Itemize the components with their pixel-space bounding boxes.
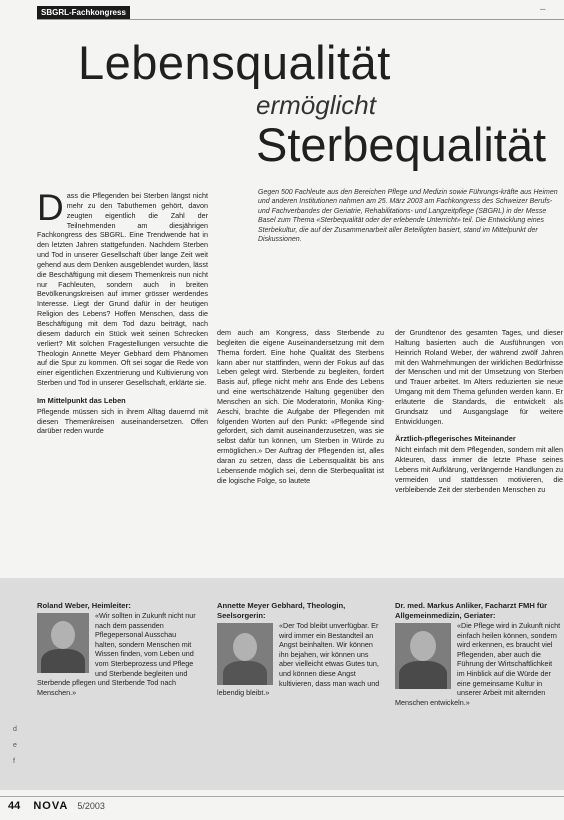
margin-mark: e [13, 742, 17, 749]
page-footer [8, 800, 105, 812]
column3-paragraph-1: der Grundtenor des gesamten Tages, und dieser Haltung basierten auch die Ausführungen von Heinrich Roland Weber, der während zwölf Jahren mit den Wahrnehmungen der wirklichen Bedürfnisse der Menschen und mit der Umsetzung von Sterben und Trauer arbeitet. Im Alters reduzierten sie neue Umgang mit dem Thema gefunden werden kann. Er erläuterte die Standards, die entwickelt als Grundsatz und Ausgangslage für weitere Entwicklungen. [395, 328, 563, 426]
portrait-photo [37, 613, 89, 673]
portrait-photo [217, 623, 273, 685]
title-line-3: Sterbequalität [256, 118, 547, 171]
quote-2-text: «Der Tod bleibt unverfügbar. Er wird immer ein Bestandteil an Angst beinhalten. Wir können ihn bejahen, wir können uns aber vielleicht etwas Gutes tun, und können diese Angst kultivieren, dass man wach und lebendig bleibt.» [217, 621, 380, 698]
column2-paragraph-1: dem auch am Kongress, dass Sterbende zu begleiten die eigene Auseinandersetzung mit dem Thema fordert. Eine hohe Qualität des Sterbens kann aber nur stattfinden, wenn der Fokus auf das Leben gelegt wird. Sterbende zu begleiten, fordert Basis auf, pflege nicht mehr ans Ende des Lebens und eine wertschätzende Haltung gegenüber den Menschen an sich. Die Moderatorin, Monika King-Aeschi, brachte die Aufgabe der Pflegenden mit folgenden Worten auf den Punkt: «Pflegende sind gefordert, sich damit auseinanderzusetzen, was sie selbst dafür tun können, um Sterben in Würde zu ermöglichen.» Der Auftrag der Pflegenden ist, alles daran zu setzen, dass die Lebensqualität bis ans Lebensende möglich sei, denn die Sterbequalität ist die logische Folge, so lautete [217, 328, 384, 485]
magazine-name: NOVA [33, 800, 69, 812]
quote-2-name: Annette Meyer Gebhard, Theologin, Seelsorgerin: [217, 601, 346, 620]
quote-1-name: Roland Weber, Heimleiter: [37, 601, 131, 610]
article-column-2 [217, 328, 384, 486]
quote-box-3 [395, 601, 561, 707]
article-column-1 [37, 187, 208, 436]
title-line-2: ermöglicht [256, 90, 376, 120]
column3-subheading: Ärztlich-pflegerisches Miteinander [395, 434, 516, 444]
margin-mark: d [13, 726, 17, 733]
margin-marks [13, 722, 17, 770]
section-kicker: SBGRL-Fachkongress [37, 6, 130, 19]
quote-3-text: «Die Pflege wird in Zukunft nicht einfach heilen können, sondern wird erkennen, es braucht viel Pflegenden, aber auch die Führung der Wirtschaftlichkeit im Hinblick auf die Würde der eine gemeinsame Kultur in unserer Arbeit mit alternden Menschen entwickeln.» [395, 621, 561, 707]
lead-paragraph: Gegen 500 Fachleute aus den Bereichen Pflege und Medizin sowie Führungs-kräfte aus Heimen und anderen Institutionen nahmen am 25. März 2003 am Fachkongress des Schweizer Berufs- und Fachverbandes der Geriatrie, Rehabilitations- und Langzeitpflege (SBGRL) in der Messe Basel zum Thema «Sterbequalität oder der erlebende Unterricht» teil. Die Entwicklung eines Sterbekultur, die auf der Zusammenarbeit aller Beteiligten basiert, stand im Mittelpunkt der Diskussionen. [258, 189, 558, 244]
quote-3-name: Dr. med. Markus Anliker, Facharzt FMH für Allgemeinmedizin, Geriater: [395, 601, 548, 620]
column3-paragraph-2: Nicht einfach mit dem Pflegenden, sondern mit allen Akteuren, dass immer die letzte Phase seines Lebens mit Aufklärung, verlängernde Handlungen zu vermeiden und stattdessen motivieren, die verbleibende Zeit der sterbenden Menschen zu [395, 445, 563, 494]
page-number: 44 [8, 800, 21, 812]
corner-mark: – [540, 4, 546, 15]
column1-paragraph-2: Pflegende müssen sich in ihrem Alltag dauernd mit diesen Themenkreisen auseinandersetzen. Offen darüber reden wurde [37, 406, 208, 436]
article-column-3 [395, 328, 563, 494]
quote-box-1 [37, 601, 197, 697]
margin-mark: f [13, 758, 15, 765]
quote-1-text: «Wir sollten in Zukunft nicht nur nach dem passenden Pflegepersonal Ausschau halten, sondern Menschen mit Wissen finden, vom Leben und vom Sterbeprozess und Pflege und Sterbende begleiten und Sterbende pflegen und Sterbende Tod nach Menschen.» [37, 611, 196, 697]
drop-cap: D [37, 187, 64, 228]
top-rule [37, 19, 564, 20]
footer-rule [0, 796, 564, 797]
quote-box-2 [217, 601, 383, 698]
portrait-photo [395, 623, 451, 689]
title-line-1: Lebensqualität [78, 36, 391, 89]
column1-paragraph-1: ass die Pflegenden bei Sterben längst nicht mehr zu den Tabuthemen gehört, davon zeugten eigentlich die Zahl der Teilnehmenden am diesjährigen Fachkongress des SBGRL. Eine Trendwende hat in den letzten Jahren stattgefunden. Nachdem Sterben und Tod in unserer Gesellschaft über lange Zeit weit gehend aus dem Denken ausgeblendet wurden, lässt die Beschäftigung mit diesem Themenkreis nun nicht nur Fachleuten, sondern auch in breiten Bevölkerungskreisen auf immer grösser werdendes Interesse. Liegt der Grund dafür in der heutigen Religion des Lebens? Hoffen Menschen, dass die Beschäftigung mit dem Tod dazu beiträgt, nach diesem dadurch ein Stück weit seinen Schrecken verliert? Mit solchen Fragestellungen versuchte die Theologin Annette Meyer Gebhard dem Phänomen auf die Spur zu kommen. Oft sei sogar die Rede von einer eigentlichen Exzentrierung und Kultivierung von Sterben und Tod in unserer Gesellschaft, erklärte sie. [37, 191, 208, 388]
issue-number: 5/2003 [77, 801, 105, 811]
column1-subheading: Im Mittelpunkt das Leben [37, 395, 126, 405]
